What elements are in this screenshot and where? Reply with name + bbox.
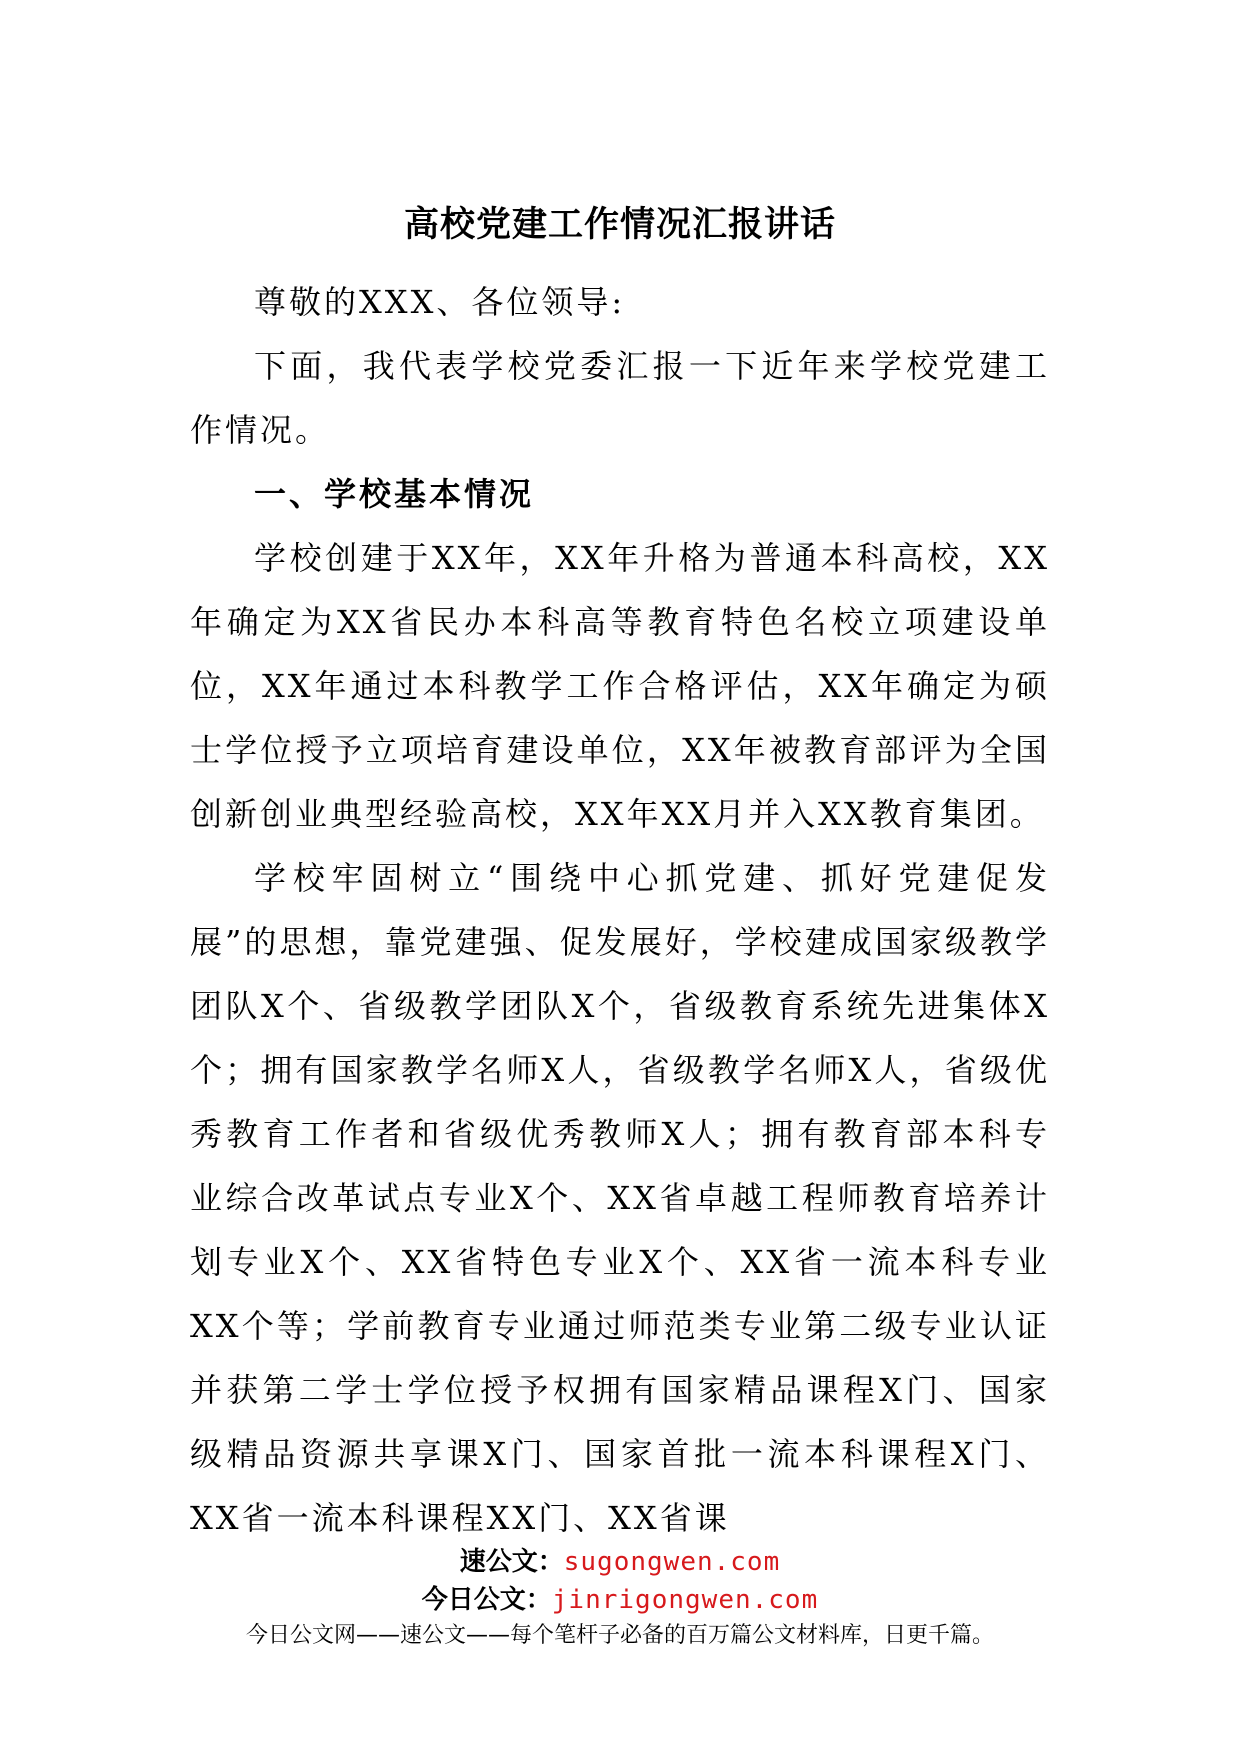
footer-link[interactable]: jinrigongwen.com xyxy=(551,1585,819,1615)
footer-slogan: 今日公文网——速公文——每个笔杆子必备的百万篇公文材料库，日更千篇。 xyxy=(245,1623,994,1648)
intro-paragraph: 下面，我代表学校党委汇报一下近年来学校党建工作情况。 xyxy=(190,347,1050,449)
body-paragraph: 学校牢固树立“围绕中心抓党建、抓好党建促发展”的思想，靠党建强、促发展好，学校建成国家级教学团队X个、省级教学团队X个，省级教育系统先进集体X个；拥有国家教学名师X人，省级教学名师X人，省级优秀教育工作者和省级优秀教师X人；拥有教育部本科专业综合改革试点专业X个、XX省卓越工程师教育培养计划专业X个、XX省特色专业X个、XX省一流本科专业XX个等；学前教育专业通过师范类专业第二级专业认证并获第二学士学位授予权拥有国家精品课程X门、国家级精品资源共享课X门、国家首批一流本科课程X门、XX省一流本科课程XX门、XX省课 xyxy=(190,859,1050,1537)
footer-link[interactable]: sugongwen.com xyxy=(563,1547,781,1577)
footer-label: 速公文： xyxy=(459,1547,564,1577)
footer-sugongwen xyxy=(0,1545,1240,1579)
document-title: 高校党建工作情况汇报讲话 xyxy=(403,204,836,245)
footer-label: 今日公文： xyxy=(421,1585,552,1615)
document-body xyxy=(190,270,1050,1550)
section-heading: 一、学校基本情况 xyxy=(254,475,535,513)
footer-jinrigongwen xyxy=(0,1583,1240,1617)
body-paragraph: 学校创建于XX年，XX年升格为普通本科高校，XX年确定为XX省民办本科高等教育特色名校立项建设单位，XX年通过本科教学工作合格评估，XX年确定为硕士学位授予立项培育建设单位，XX年被教育部评为全国创新创业典型经验高校，XX年XX月并入XX教育集团。 xyxy=(190,539,1050,833)
salutation: 尊敬的XXX、各位领导: xyxy=(254,283,626,321)
